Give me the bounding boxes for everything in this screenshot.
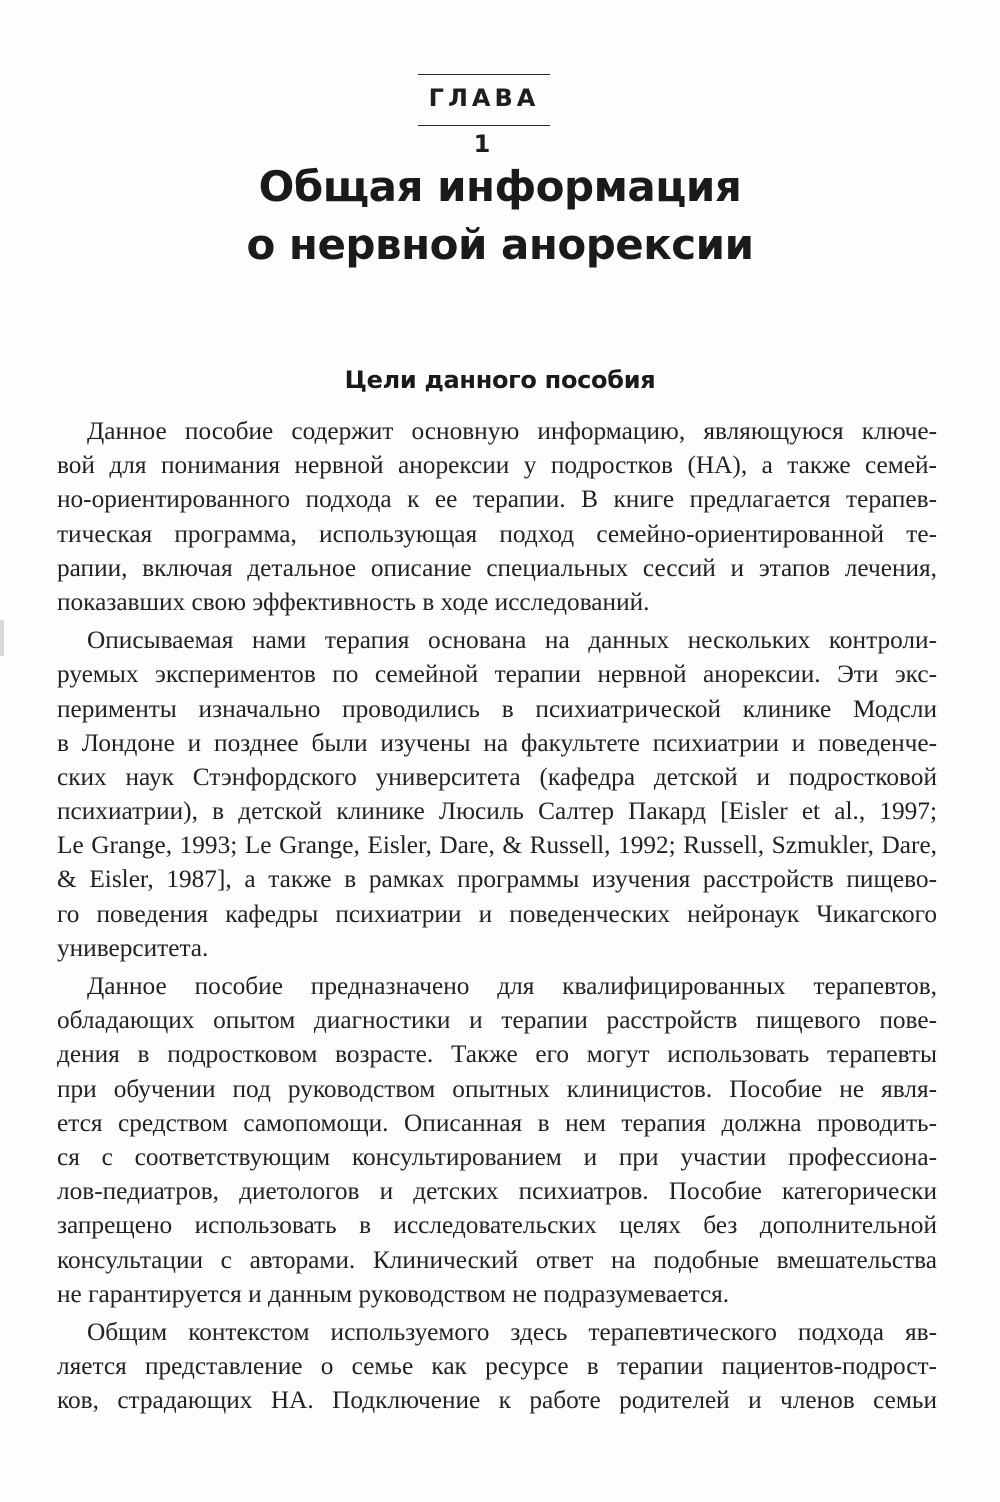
text-line: консультации с авторами. Клинический ответ на подобные вмешательства (57, 1245, 937, 1274)
text-line: университета. (57, 933, 209, 962)
text-line: тическая программа, использующая подход семейно-ориентированной те- (57, 519, 937, 548)
text-line: дения в подростковом возрасте. Также его могут использовать терапевты (57, 1040, 937, 1069)
text-line: ется средством самопомощи. Описанная в нем терапия должна проводить- (57, 1108, 937, 1137)
chapter-title-line: о нервной анорексии (246, 220, 754, 269)
text-line: но-ориентированного подхода к ее терапии. В книге предлагается терапев- (57, 485, 937, 514)
text-line: ков, страдающих НА. Подключение к работе родителей и членов семьи (57, 1386, 937, 1415)
text-line: психиатрии), в детской клинике Люсиль Салтер Пакард [Eisler et al., 1997; (57, 797, 937, 826)
text-line: Le Grange, 1993; Le Grange, Eisler, Dare, & Russell, 1992; Russell, Szmukler, Dare, (57, 831, 937, 860)
text-line: ся с соответствующим консультированием и при участии профессиона- (57, 1142, 937, 1171)
text-line: запрещено использовать в исследовательских целях без дополнительной (57, 1211, 937, 1240)
text-line: руемых экспериментов по семейной терапии нервной анорексии. Эти экс- (57, 660, 937, 689)
chapter-label: ГЛАВА 1 (428, 84, 540, 158)
chapter-title (0, 158, 1000, 274)
paragraph-3 (57, 969, 937, 1311)
section-title: Цели данного пособия (344, 366, 656, 394)
text-line: при обучении под руководством опытных клиницистов. Пособие не явля- (57, 1074, 937, 1103)
text-line: перименты изначально проводились в психиатрической клинике Модсли (57, 694, 937, 723)
paragraph-1 (57, 414, 937, 619)
text-line: го поведения кафедры психиатрии и поведенческих нейронаук Чикагского (57, 899, 937, 928)
text-line: ляется представление о семье как ресурсе в терапии пациентов-подрост- (57, 1352, 937, 1381)
paragraph-2 (57, 623, 937, 965)
text-line: & Eisler, 1987], а также в рамках программы изучения расстройств пищево- (57, 865, 937, 894)
text-line: не гарантируется и данным руководством не подразумевается. (57, 1279, 730, 1308)
text-line: Данное пособие содержит основную информацию, являющуюся ключе- (87, 417, 937, 445)
text-line: лов-педиатров, диетологов и детских психиатров. Пособие категорически (57, 1177, 937, 1206)
text-line: обладающих опытом диагностики и терапии расстройств пищевого пове- (57, 1006, 937, 1035)
text-line: ских наук Стэнфордского университета (кафедра детской и подростковой (57, 762, 937, 791)
paragraph-4 (57, 1315, 937, 1418)
scan-edge-mark (0, 620, 4, 656)
text-line: Данное пособие предназначено для квалифицированных терапевтов, (87, 972, 937, 1000)
text-line: в Лондоне и позднее были изучены на факультете психиатрии и поведенче- (57, 728, 937, 757)
text-line: показавших свою эффективность в ходе исследований. (57, 587, 650, 616)
body-text (57, 414, 937, 1421)
text-line: вой для понимания нервной анорексии у подростков (НА), а также семей- (57, 451, 937, 480)
text-line: Общим контекстом используемого здесь терапевтического подхода яв- (87, 1317, 937, 1346)
text-line: рапии, включая детальное описание специальных сессий и этапов лечения, (57, 553, 937, 582)
chapter-heading (418, 74, 550, 158)
text-line: Описываемая нами терапия основана на данных нескольких контроли- (87, 626, 937, 655)
chapter-title-line: Общая информация (258, 162, 742, 211)
